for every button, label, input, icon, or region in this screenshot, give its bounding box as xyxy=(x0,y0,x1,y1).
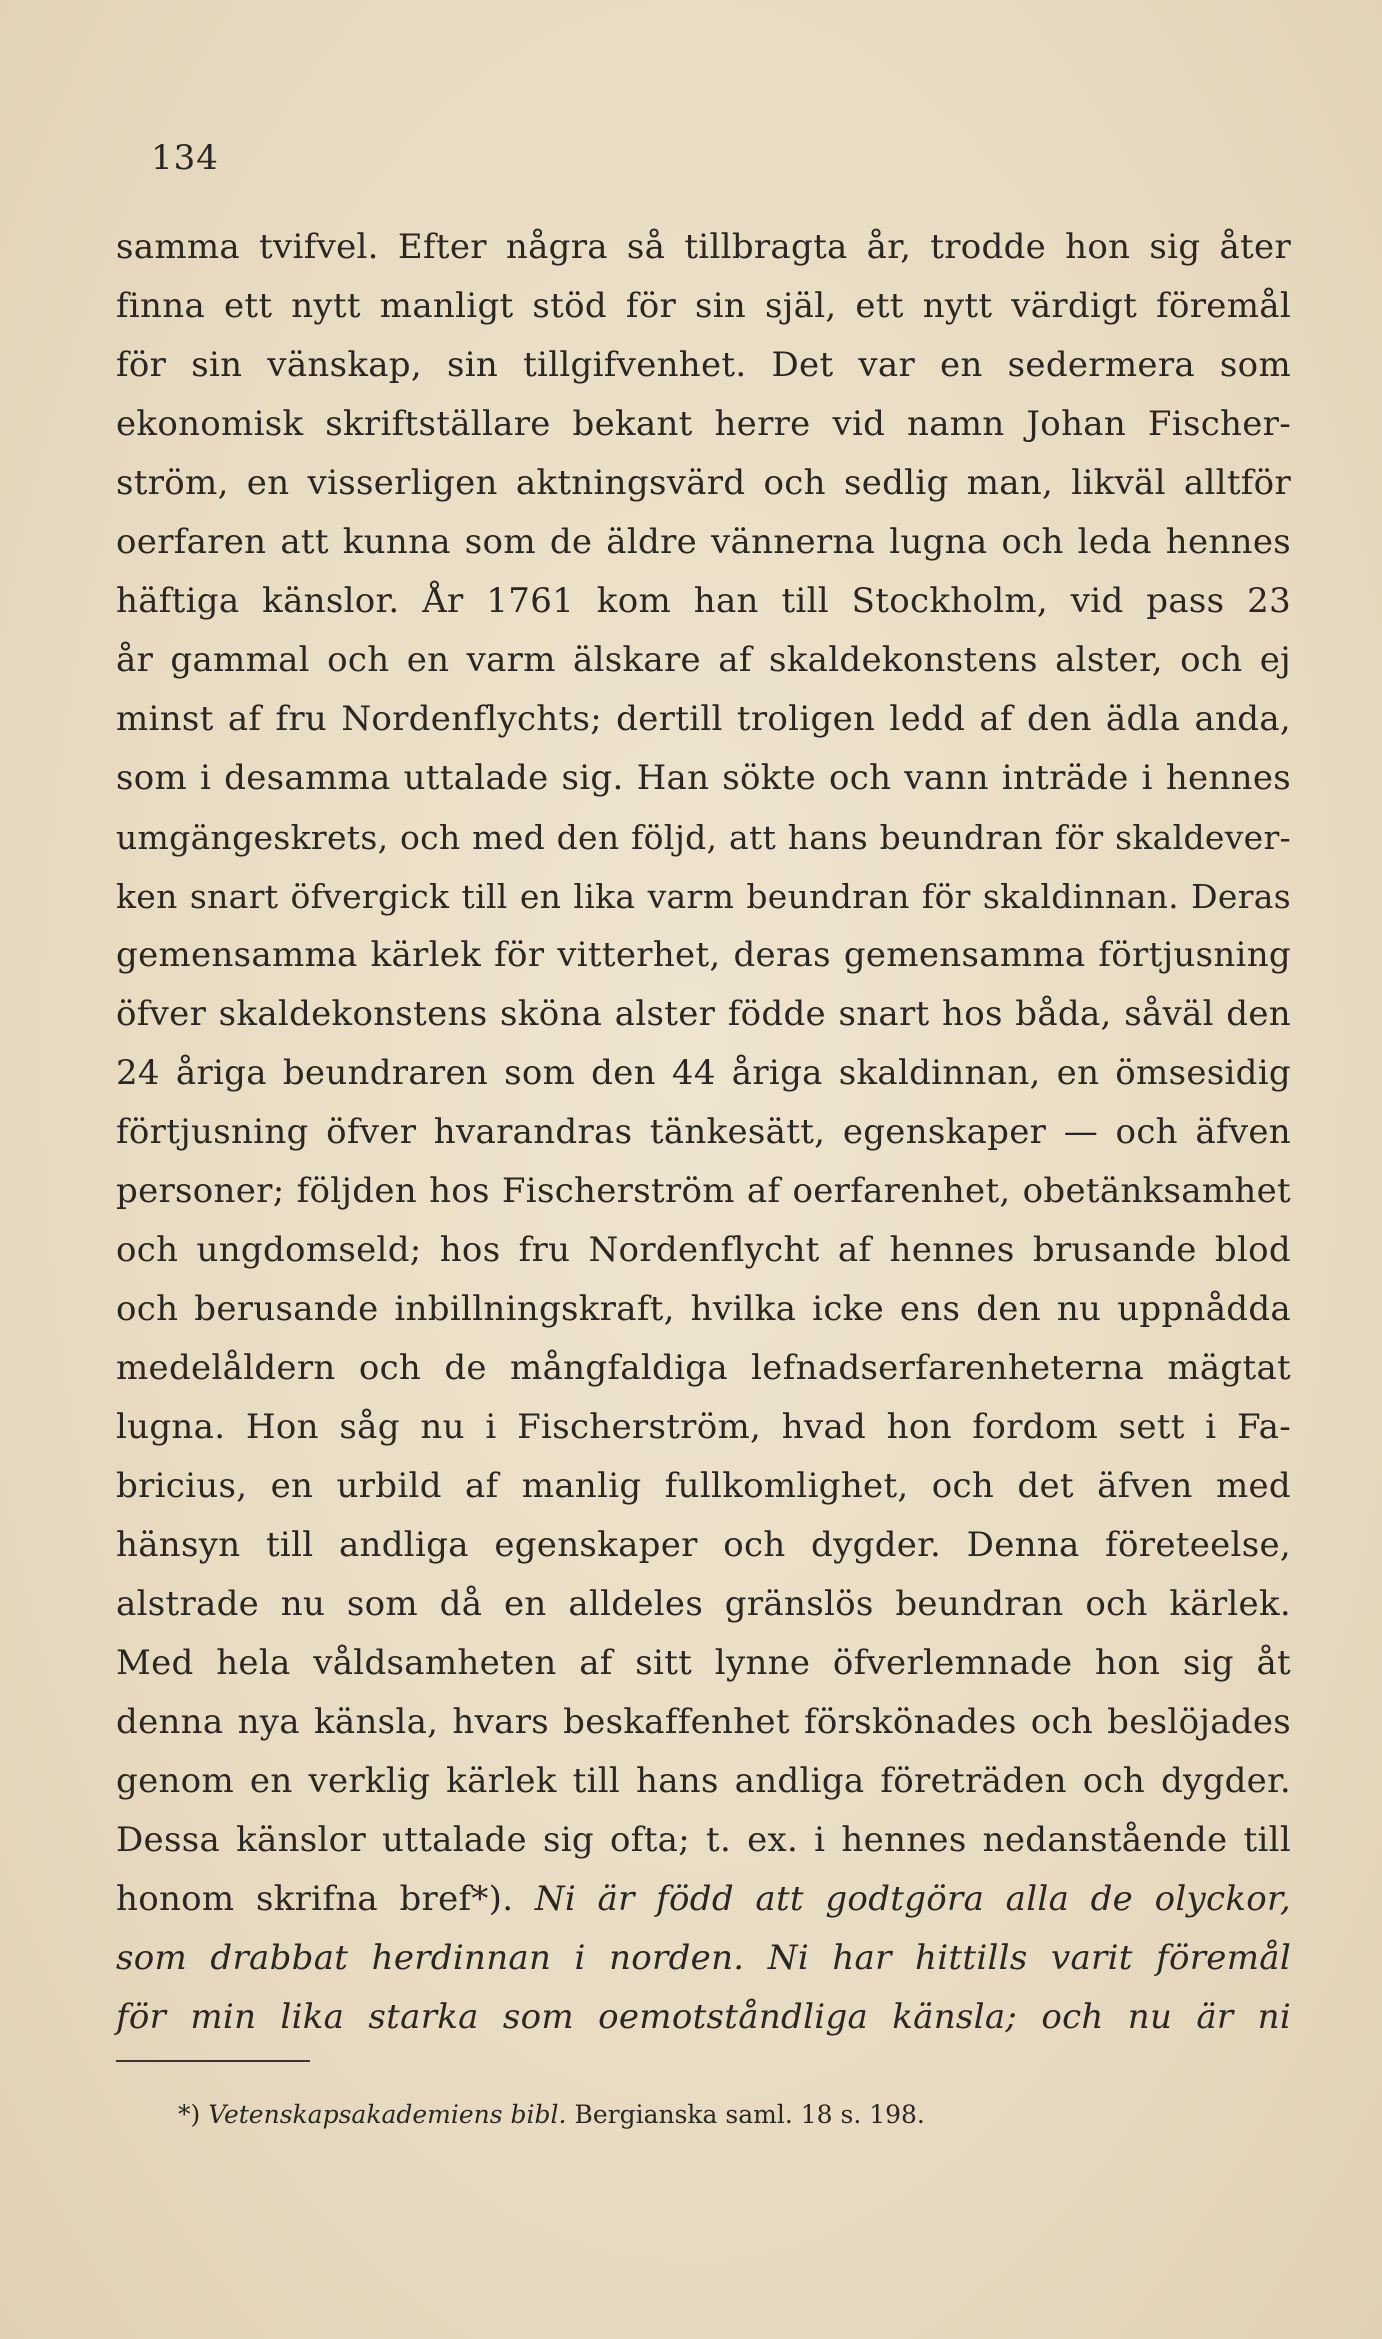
text-segment: oerfaren att kunna som de äldre vännerna lugna och leda hennes xyxy=(116,522,1291,562)
text-segment: år gammal och en varm älskare af skaldekonstens alster, och ej xyxy=(116,640,1291,680)
text-segment: förtjusning öfver hvarandras tänkesätt, egenskaper — och äfven xyxy=(116,1112,1291,1152)
text-line xyxy=(116,336,1291,395)
text-line xyxy=(116,1339,1291,1398)
text-segment: hänsyn till andliga egenskaper och dygder. Denna företeelse, xyxy=(116,1525,1291,1565)
text-segment: alstrade nu som då en alldeles gränslös beundran och kärlek. xyxy=(116,1584,1291,1624)
text-segment: som i desamma uttalade sig. Han sökte och vann inträde i hennes xyxy=(116,758,1291,798)
text-line xyxy=(116,631,1291,690)
text-line xyxy=(116,1103,1291,1162)
italic-text-segment: för min lika starka som oemotståndliga känsla; och nu är ni xyxy=(116,1997,1291,2037)
text-line xyxy=(116,867,1291,926)
text-segment: ström, en visserligen aktningsvärd och sedlig man, likväl alltför xyxy=(116,463,1291,503)
text-line xyxy=(116,926,1291,985)
text-line xyxy=(116,1280,1291,1339)
text-segment: för sin vänskap, sin tillgifvenhet. Det var en sedermera som xyxy=(116,345,1291,385)
text-segment: gemensamma kärlek för vitterhet, deras gemensamma förtjusning xyxy=(116,935,1291,975)
footnote xyxy=(178,2098,925,2132)
text-segment: ekonomisk skriftställare bekant herre vid namn Johan Fischer- xyxy=(116,404,1291,444)
text-line xyxy=(116,1516,1291,1575)
italic-text-segment: Ni är född att godtgöra alla de olyckor, xyxy=(534,1879,1291,1919)
text-line xyxy=(116,1988,1291,2047)
text-segment: ken snart öfvergick till en lika varm beundran för skaldinnan. Deras xyxy=(116,877,1291,916)
text-segment: Dessa känslor uttalade sig ofta; t. ex. i hennes nedanstående till xyxy=(116,1820,1291,1860)
text-line xyxy=(116,985,1291,1044)
text-line xyxy=(116,1693,1291,1752)
text-line xyxy=(116,1575,1291,1634)
text-segment: häftiga känslor. År 1761 kom han till Stockholm, vid pass 23 xyxy=(116,581,1291,621)
text-segment: och berusande inbillningskraft, hvilka icke ens den nu uppnådda xyxy=(116,1289,1291,1329)
body-text xyxy=(116,218,1291,2047)
text-line xyxy=(116,1221,1291,1280)
text-segment: samma tvifvel. Efter några så tillbragta år, trodde hon sig åter xyxy=(116,227,1291,267)
text-segment: medelåldern och de mångfaldiga lefnadserfarenheterna mägtat xyxy=(116,1348,1291,1388)
text-line xyxy=(116,1811,1291,1870)
text-line xyxy=(116,1162,1291,1221)
footnote-source: Vetenskapsakademiens bibl. xyxy=(208,2100,567,2129)
text-segment: lugna. Hon såg nu i Fischerström, hvad hon fordom sett i Fa- xyxy=(116,1407,1291,1447)
text-line xyxy=(116,513,1291,572)
footnote-rule xyxy=(116,2060,310,2062)
text-line xyxy=(116,749,1291,808)
text-line xyxy=(116,572,1291,631)
page-number: 134 xyxy=(151,138,219,178)
text-line xyxy=(116,1870,1291,1929)
text-segment: denna nya känsla, hvars beskaffenhet förskönades och beslöjades xyxy=(116,1702,1291,1742)
text-line xyxy=(116,1044,1291,1103)
text-line xyxy=(116,454,1291,513)
text-line xyxy=(116,395,1291,454)
text-line xyxy=(116,1634,1291,1693)
text-line xyxy=(116,218,1291,277)
footnote-marker: *) xyxy=(178,2100,209,2129)
italic-text-segment: som drabbat herdinnan i norden. Ni har hittills varit föremål xyxy=(116,1938,1291,1978)
text-line xyxy=(116,690,1291,749)
text-segment: öfver skaldekonstens sköna alster födde snart hos båda, såväl den xyxy=(116,994,1291,1034)
text-line xyxy=(116,1398,1291,1457)
text-segment: honom skrifna bref*). xyxy=(116,1879,535,1919)
text-segment: umgängeskrets, och med den följd, att hans beundran för skaldever- xyxy=(116,818,1291,857)
text-segment: finna ett nytt manligt stöd för sin själ, ett nytt värdigt föremål xyxy=(116,286,1291,326)
text-line xyxy=(116,1752,1291,1811)
text-line xyxy=(116,1929,1291,1988)
text-segment: genom en verklig kärlek till hans andliga företräden och dygder. xyxy=(116,1761,1291,1801)
text-line xyxy=(116,808,1291,867)
text-segment: personer; följden hos Fischerström af oerfarenhet, obetänksamhet xyxy=(116,1171,1291,1211)
text-segment: och ungdomseld; hos fru Nordenflycht af hennes brusande blod xyxy=(116,1230,1291,1270)
text-line xyxy=(116,1457,1291,1516)
footnote-reference: Bergianska saml. 18 s. 198. xyxy=(566,2100,925,2129)
text-segment: 24 åriga beundraren som den 44 åriga skaldinnan, en ömsesidig xyxy=(116,1053,1291,1093)
text-segment: bricius, en urbild af manlig fullkomlighet, och det äfven med xyxy=(116,1466,1291,1506)
text-segment: minst af fru Nordenflychts; dertill troligen ledd af den ädla anda, xyxy=(116,699,1291,739)
text-line xyxy=(116,277,1291,336)
text-segment: Med hela våldsamheten af sitt lynne öfverlemnade hon sig åt xyxy=(116,1643,1291,1683)
